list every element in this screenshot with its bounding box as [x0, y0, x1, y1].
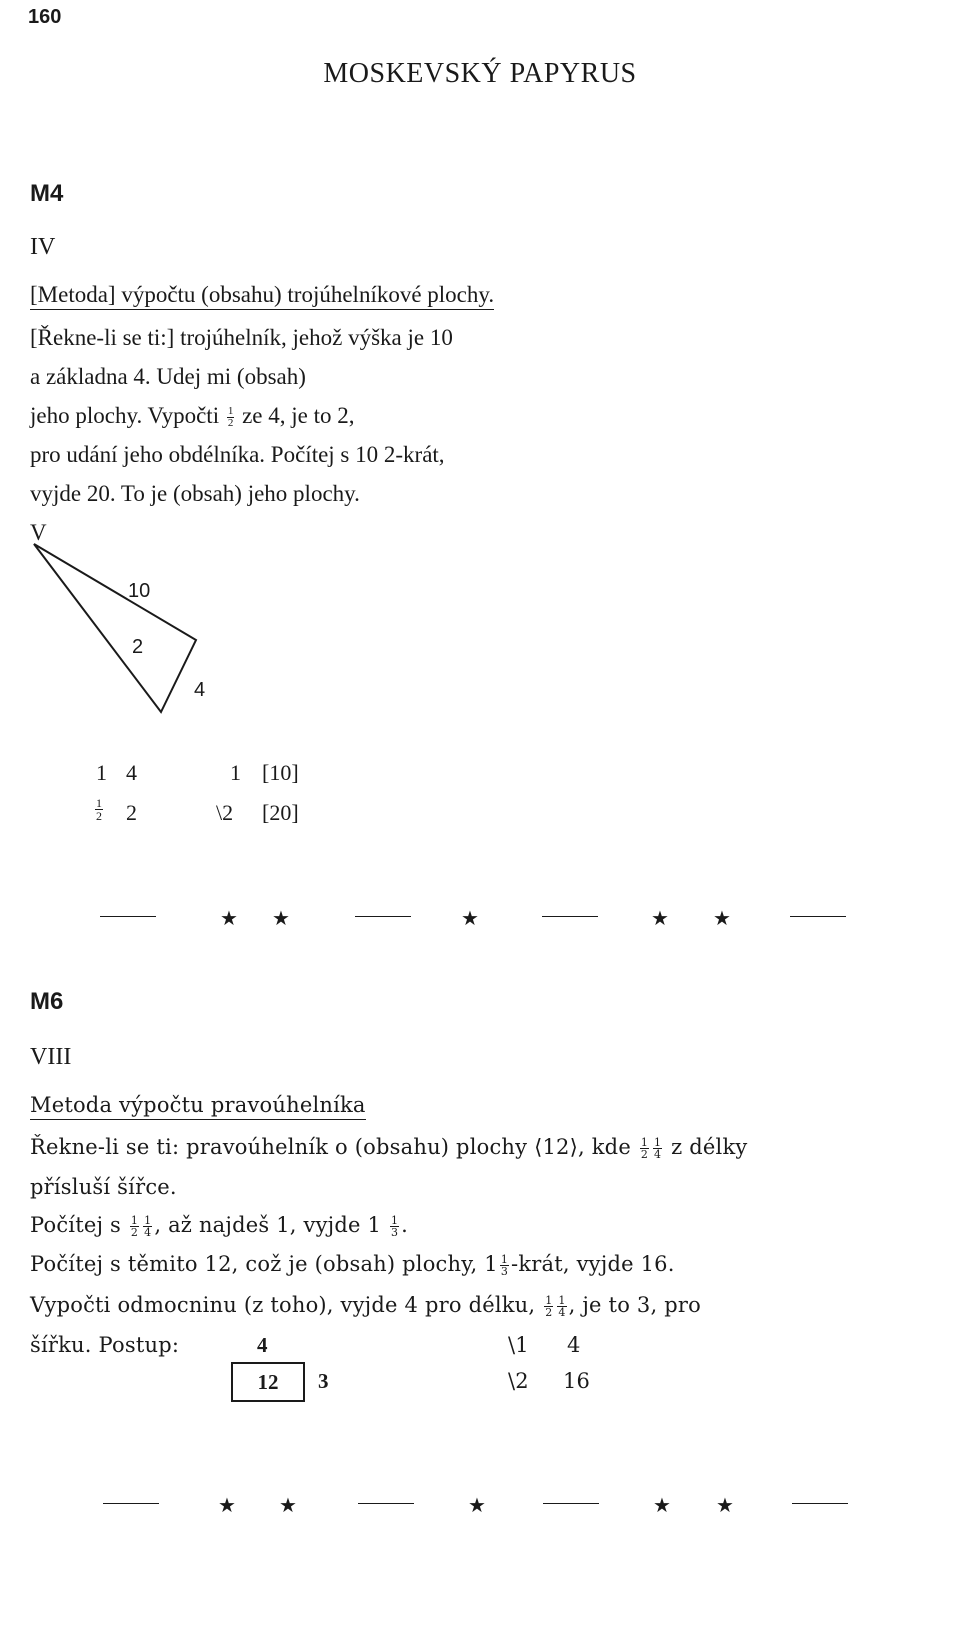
m6-line-6: šířku. Postup: [30, 1333, 180, 1357]
section-label-m6: M6 [30, 988, 64, 1015]
m4-line-2: a základna 4. Udej mi (obsah) [30, 364, 306, 389]
calc-r2c4: [20] [262, 800, 299, 825]
m4-line-3b: ze 4, je to 2, [242, 403, 355, 428]
separator-star: ★ [218, 1495, 236, 1517]
column-label-v: V [30, 520, 47, 545]
separator-dash [100, 916, 156, 917]
calc-r2c2: 2 [126, 800, 137, 825]
separator-star: ★ [716, 1495, 734, 1517]
triangle-base-label: 4 [194, 679, 206, 701]
separator-dash [543, 1503, 599, 1504]
m6-title-text: Metoda výpočtu pravoúhelníka [30, 1093, 366, 1120]
separator-dash [792, 1503, 848, 1504]
m6-line-1: Řekne-li se ti: pravoúhelník o (obsahu) plochy ⟨12⟩, kde $\frac{1}{2}$ $\frac{1}{4}$ z délky [30, 1135, 748, 1161]
procedure-top-value: 4 [257, 1333, 268, 1357]
m6-line-5: Vypočti odmocninu (z toho), vyjde 4 pro délku, $\frac{1}{2}$ $\frac{1}{4}$ , je to 3, pro [30, 1293, 701, 1319]
triangle-shape [34, 544, 196, 712]
root-table-r2b: 16 [563, 1369, 591, 1393]
procedure-side-value: 3 [318, 1369, 329, 1393]
separator-dash [790, 916, 846, 917]
separator-star: ★ [713, 908, 731, 930]
column-label-viii: VIII [30, 1044, 72, 1070]
section-label-m4: M4 [30, 180, 64, 207]
m6-line-3: Počítej s $\frac{1}{2}$ $\frac{1}{4}$ , až najdeš 1, vyjde 1 $\frac{1}{3}$ . [30, 1213, 409, 1239]
m4-line-5: vyjde 20. To je (obsah) jeho plochy. [30, 481, 360, 506]
separator-dash [542, 916, 598, 917]
separator-star: ★ [272, 908, 290, 930]
separator-star: ★ [653, 1495, 671, 1517]
m4-line-3a: jeho plochy. Vypočti [30, 403, 220, 428]
page-number: 160 [28, 6, 62, 28]
separator-star: ★ [461, 908, 479, 930]
procedure-box: 12 [231, 1362, 305, 1402]
column-label-iv: IV [30, 234, 56, 260]
calc-r1c4: [10] [262, 760, 299, 785]
m4-title-text: [Metoda] výpočtu (obsahu) trojúhelníkové plochy. [30, 282, 494, 310]
calc-r1c3: 1 [230, 760, 241, 785]
m4-line-1: [Řekne-li se ti:] trojúhelník, jehož výška je 10 [30, 325, 453, 350]
m4-line-4: pro udání jeho obdélníka. Počítej s 10 2-krát, [30, 442, 445, 467]
calc-r1c1: 1 [96, 760, 107, 785]
triangle-result-label: 2 [132, 636, 144, 658]
separator-dash [358, 1503, 414, 1504]
separator-star: ★ [279, 1495, 297, 1517]
root-table-r2a: \2 [508, 1369, 529, 1393]
calc-r2c3: \2 [216, 800, 234, 825]
m6-line-2: přísluší šířce. [30, 1175, 177, 1199]
calc-r2c1-fraction: $\frac{1}{2}$ [96, 796, 102, 823]
running-head: MOSKEVSKÝ PAPYRUS [323, 58, 637, 89]
root-table-r1a: \1 [508, 1333, 529, 1357]
triangle-figure [30, 540, 270, 730]
separator-star: ★ [220, 908, 238, 930]
m6-title [30, 1093, 366, 1117]
triangle-height-label: 10 [128, 580, 151, 602]
m4-line-3 [30, 403, 355, 429]
fraction-half: $\frac{1}{2}$ [227, 405, 234, 430]
root-table-r1b: 4 [567, 1333, 581, 1357]
separator-star: ★ [468, 1495, 486, 1517]
m4-title [30, 282, 494, 308]
calc-r1c2: 4 [126, 760, 137, 785]
separator-dash [103, 1503, 159, 1504]
m6-line-4: Počítej s těmito 12, což je (obsah) plochy, 1 $\frac{1}{3}$ -krát, vyjde 16. [30, 1252, 675, 1278]
separator-dash [355, 916, 411, 917]
separator-star: ★ [651, 908, 669, 930]
